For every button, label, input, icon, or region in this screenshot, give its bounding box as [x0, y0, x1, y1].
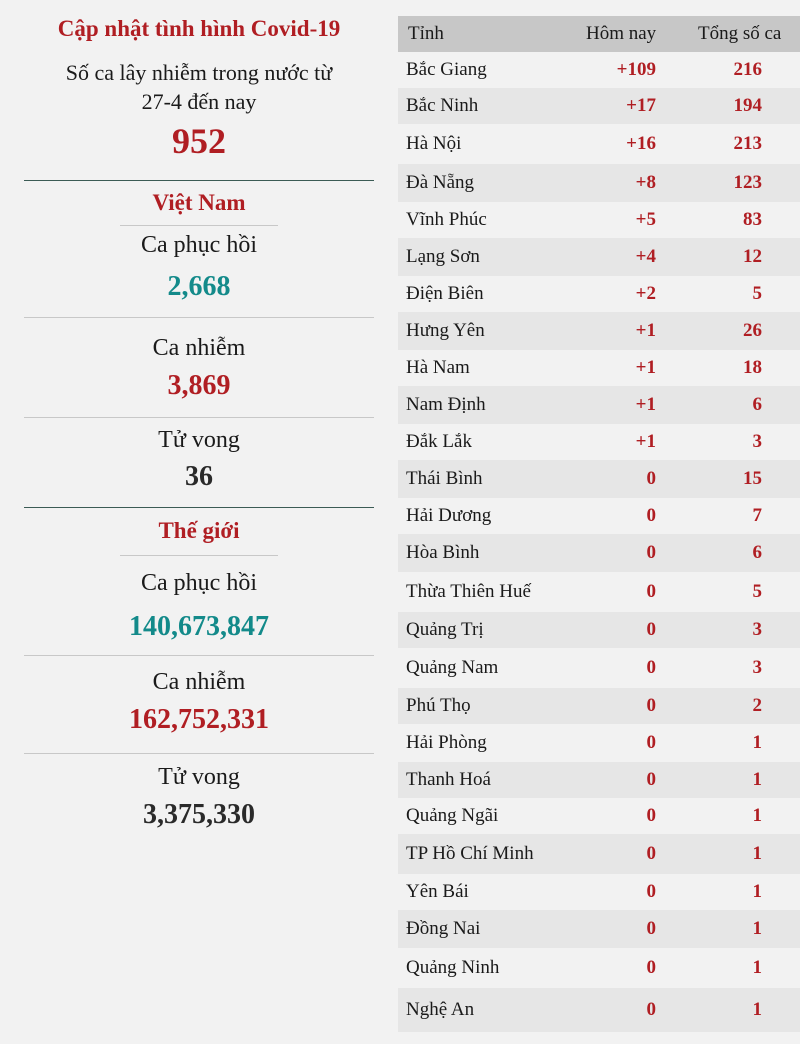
- world-recovered-label: Ca phục hồi: [141, 570, 257, 596]
- table-row: [398, 724, 800, 762]
- table-row: [398, 424, 800, 460]
- today-cell: 0: [646, 805, 656, 826]
- table-row: [398, 798, 800, 834]
- total-cell: 3: [752, 657, 762, 678]
- table-body: [398, 52, 800, 1032]
- province-cell: Thái Bình: [406, 468, 483, 489]
- table-row: [398, 460, 800, 498]
- province-cell: Yên Bái: [406, 881, 469, 902]
- divider: [24, 655, 374, 656]
- total-cell: 6: [752, 394, 762, 415]
- world-infected-label: Ca nhiễm: [152, 669, 246, 695]
- world-recovered-value: 140,673,847: [129, 611, 269, 642]
- province-cell: Đồng Nai: [406, 918, 481, 939]
- table-row: [398, 612, 800, 648]
- domestic-total-value: 952: [172, 121, 226, 161]
- province-cell: Đắk Lắk: [406, 431, 472, 452]
- divider: [24, 317, 374, 318]
- province-cell: Vĩnh Phúc: [406, 209, 487, 230]
- total-cell: 15: [743, 468, 762, 489]
- table-row: [398, 762, 800, 798]
- world-deaths-value: 3,375,330: [143, 799, 255, 830]
- subtitle-line-1: Số ca lây nhiễm trong nước từ: [65, 60, 333, 85]
- today-cell: 0: [646, 581, 656, 602]
- today-cell: +1: [635, 320, 656, 341]
- province-cell: Quảng Nam: [406, 657, 499, 678]
- province-cell: Hải Phòng: [406, 732, 487, 753]
- divider: [24, 417, 374, 418]
- today-cell: +17: [626, 95, 656, 116]
- province-cell: Hà Nam: [406, 357, 470, 378]
- province-cell: Quảng Ninh: [406, 957, 500, 978]
- today-cell: +1: [635, 394, 656, 415]
- table-row: [398, 988, 800, 1032]
- divider: [120, 555, 278, 556]
- total-cell: 216: [733, 59, 762, 80]
- subtitle: [0, 58, 398, 116]
- table-header: [398, 16, 800, 52]
- today-cell: 0: [646, 732, 656, 753]
- table-row: [398, 534, 800, 572]
- table-row: [398, 238, 800, 276]
- today-cell: 0: [646, 999, 656, 1020]
- world-infected-value: 162,752,331: [129, 704, 269, 735]
- today-cell: 0: [646, 505, 656, 526]
- today-cell: 0: [646, 957, 656, 978]
- table-row: [398, 124, 800, 164]
- province-cell: Hải Dương: [406, 505, 492, 526]
- today-cell: +5: [635, 209, 656, 230]
- vietnam-infected-label: Ca nhiễm: [152, 335, 246, 361]
- today-cell: +109: [616, 59, 656, 80]
- table-row: [398, 350, 800, 386]
- province-cell: Hưng Yên: [406, 320, 485, 341]
- page-title: Cập nhật tình hình Covid-19: [57, 16, 341, 41]
- total-cell: 213: [733, 133, 762, 154]
- table-row: [398, 164, 800, 202]
- divider: [24, 753, 374, 754]
- today-cell: 0: [646, 619, 656, 640]
- province-cell: Đà Nẵng: [406, 172, 475, 193]
- vietnam-recovered-value: 2,668: [167, 271, 231, 302]
- divider: [120, 225, 278, 226]
- province-cell: Quảng Trị: [406, 619, 484, 640]
- vietnam-heading: Việt Nam: [152, 190, 246, 215]
- province-cell: Quảng Ngãi: [406, 805, 499, 826]
- province-cell: Nghệ An: [406, 999, 475, 1020]
- table-row: [398, 498, 800, 534]
- divider: [24, 180, 374, 181]
- header-province: Tỉnh: [408, 23, 444, 44]
- province-table: [398, 16, 800, 1032]
- province-cell: Nam Định: [406, 394, 486, 415]
- total-cell: 1: [752, 843, 762, 864]
- total-cell: 1: [752, 732, 762, 753]
- total-cell: 194: [733, 95, 762, 116]
- table-row: [398, 52, 800, 88]
- vietnam-deaths-label: Tử vong: [158, 427, 240, 453]
- table-row: [398, 572, 800, 612]
- province-cell: Lạng Sơn: [406, 246, 480, 267]
- total-cell: 3: [752, 431, 762, 452]
- table-row: [398, 910, 800, 948]
- total-cell: 123: [733, 172, 762, 193]
- province-cell: Thanh Hoá: [406, 769, 491, 790]
- vietnam-deaths-value: 36: [185, 461, 213, 492]
- table-row: [398, 648, 800, 688]
- world-heading: Thế giới: [158, 518, 240, 543]
- total-cell: 1: [752, 805, 762, 826]
- total-cell: 1: [752, 999, 762, 1020]
- today-cell: 0: [646, 695, 656, 716]
- total-cell: 26: [743, 320, 762, 341]
- header-today: Hôm nay: [586, 23, 657, 44]
- table-row: [398, 88, 800, 124]
- total-cell: 5: [752, 581, 762, 602]
- province-cell: Thừa Thiên Huế: [406, 581, 531, 602]
- header-total: Tổng số ca: [698, 23, 782, 44]
- today-cell: +2: [635, 283, 656, 304]
- today-cell: +1: [635, 357, 656, 378]
- table-row: [398, 386, 800, 424]
- table-row: [398, 874, 800, 910]
- today-cell: 0: [646, 542, 656, 563]
- total-cell: 3: [752, 619, 762, 640]
- total-cell: 7: [752, 505, 762, 526]
- total-cell: 6: [752, 542, 762, 563]
- total-cell: 1: [752, 769, 762, 790]
- total-cell: 1: [752, 918, 762, 939]
- vietnam-infected-value: 3,869: [167, 370, 231, 401]
- province-cell: Hà Nội: [406, 133, 462, 154]
- subtitle-line-2: 27-4 đến nay: [141, 89, 257, 114]
- province-cell: TP Hồ Chí Minh: [406, 843, 534, 864]
- today-cell: +1: [635, 431, 656, 452]
- total-cell: 2: [752, 695, 762, 716]
- table-row: [398, 834, 800, 874]
- today-cell: 0: [646, 918, 656, 939]
- summary-panel: [0, 0, 398, 1044]
- table-row: [398, 688, 800, 724]
- total-cell: 83: [743, 209, 762, 230]
- today-cell: 0: [646, 769, 656, 790]
- province-cell: Bắc Ninh: [406, 95, 479, 116]
- table-row: [398, 276, 800, 312]
- province-cell: Điện Biên: [406, 283, 484, 304]
- province-cell: Hòa Bình: [406, 542, 480, 563]
- today-cell: 0: [646, 657, 656, 678]
- vietnam-recovered-label: Ca phục hồi: [141, 232, 257, 258]
- today-cell: +8: [635, 172, 656, 193]
- province-cell: Bắc Giang: [406, 59, 487, 80]
- total-cell: 5: [752, 283, 762, 304]
- today-cell: 0: [646, 881, 656, 902]
- today-cell: 0: [646, 843, 656, 864]
- world-deaths-label: Tử vong: [158, 764, 240, 790]
- total-cell: 1: [752, 957, 762, 978]
- today-cell: 0: [646, 468, 656, 489]
- table-row: [398, 202, 800, 238]
- today-cell: +16: [626, 133, 656, 154]
- total-cell: 1: [752, 881, 762, 902]
- province-cell: Phú Thọ: [406, 695, 471, 716]
- today-cell: +4: [635, 246, 656, 267]
- total-cell: 18: [743, 357, 762, 378]
- table-row: [398, 948, 800, 988]
- divider: [24, 507, 374, 508]
- table-row: [398, 312, 800, 350]
- total-cell: 12: [743, 246, 762, 267]
